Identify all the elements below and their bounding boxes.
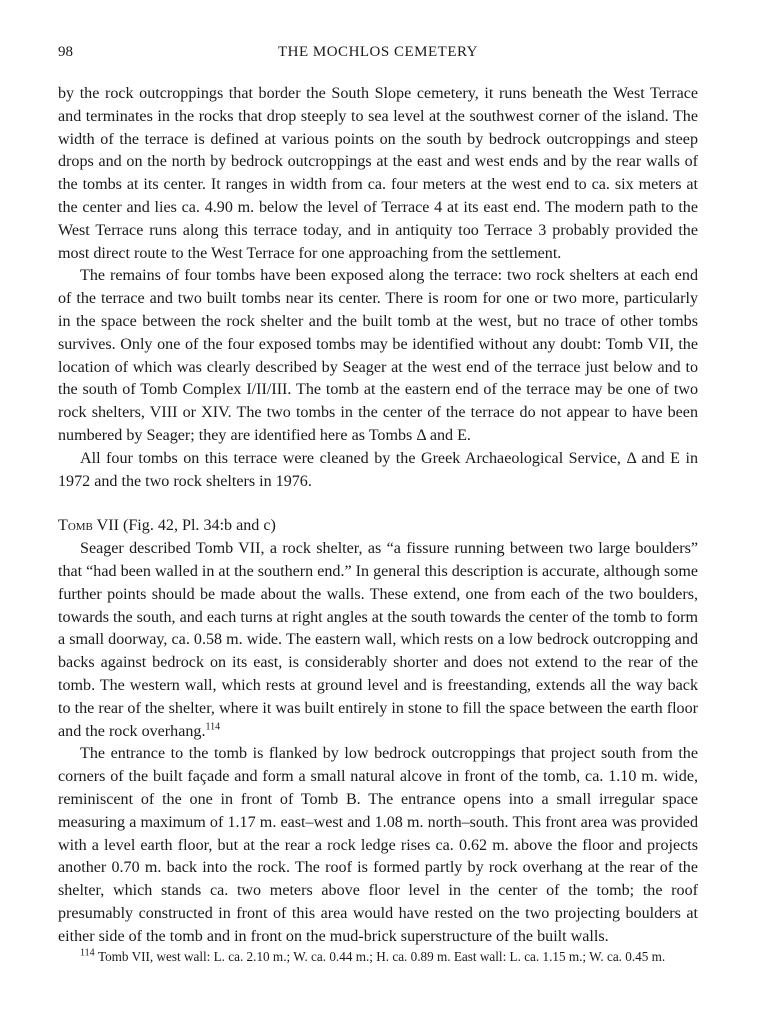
section-heading-refs: (Fig. 42, Pl. 34:b and c) [118,517,276,535]
paragraph-tomb-remains: The remains of four tombs have been exposed along the terrace: two rock shelters at each end of the terrace and two built tombs near its center. There is room for one or two more, particularly in the space between the rock shelter and the built tomb at the west, but no trace of other tombs survives. Only one of the four exposed tombs may be identified without any doubt: Tomb VII, the location of which was clearly described by Seager at the west end of the terrace just below and to the south of Tomb Complex I/II/III. The tomb at the eastern end of the terrace may be one of two rock shelters, VIII or XIV. The two tombs in the center of the terrace do not appear to have been numbered by Seager; they are identified here as Tombs Δ and E. [58,267,698,444]
paragraph-cleaning: All four tombs on this terrace were cleaned by the Greek Archaeological Service, Δ and E in 1972 and the two rock shelters in 1976. [58,449,698,490]
section-heading-tomb-vii [58,515,698,538]
footnote-reference[interactable]: 114 [205,721,221,733]
page-header [58,44,698,66]
section-heading-label: Tomb VII [58,517,119,535]
paragraph-continued: by the rock outcroppings that border the South Slope cemetery, it runs beneath the West Terrace and terminates in the rocks that drop steeply to sea level at the southwest corner of the island. The width of the terrace is defined at various points on the south by bedrock outcroppings and steep drops and on the north by bedrock outcroppings at the east and west ends and by the rear walls of the tombs at its center. It ranges in width from ca. four meters at the west end to ca. six meters at the center and lies ca. 4.90 m. below the level of Terrace 4 at its east end. The modern path to the West Terrace runs along this terrace today, and in antiquity too Terrace 3 probably provided the most direct route to the West Terrace for one approaching from the settlement. [58,85,698,262]
footnote-number: 114 [80,947,95,959]
paragraph-seager-text: Seager described Tomb VII, a rock shelter, as “a fissure running between two large boulders” that “had been walled in at the southern end.” In general this description is accurate, although some further points should be made about the walls. These extend, one from each of the two boulders, towards the south, and each turns at right angles at the south towards the center of the tomb to form a small doorway, ca. 0.58 m. wide. The eastern wall, which rests on a low bedrock outcropping and backs against bedrock on its east, is considerably shorter and does not extend to the rear of the tomb. The western wall, which rests at ground level and is freestanding, extends all the way back to the rear of the shelter, where it was built entirely in stone to fill the space between the earth floor and the rock overhang. [58,540,699,740]
paragraph-entrance: The entrance to the tomb is flanked by low bedrock outcroppings that project south from the corners of the built façade and form a small natural alcove in front of the tomb, ca. 1.10 m. wide, reminiscent of the one in front of Tomb B. The entrance opens into a small irregular space measuring a maximum of 1.17 m. east–west and 1.08 m. north–south. This front area was provided with a level earth floor, but at the rear a rock ledge rises ca. 0.62 m. above the floor and projects another 0.70 m. back into the rock. The roof is formed partly by rock overhang at the rear of the shelter, which stands ca. two meters above floor level in the center of the tomb; the roof presumably constructed in front of this area would have rested on the two projecting boulders at either side of the tomb and in front on the mud-brick superstructure of the built walls. [58,745,698,945]
page-number: 98 [58,44,73,60]
footnote [58,947,698,967]
main-text [58,83,698,948]
footnote-text: Tomb VII, west wall: L. ca. 2.10 m.; W. ca. 0.44 m.; H. ca. 0.89 m. East wall: L. ca. 1.15 m.; W. ca. 0.45 m. [97,949,666,964]
running-title: THE MOCHLOS CEMETERY [277,44,478,60]
footnote-line [58,947,698,967]
paragraph-seager-description [58,538,698,743]
